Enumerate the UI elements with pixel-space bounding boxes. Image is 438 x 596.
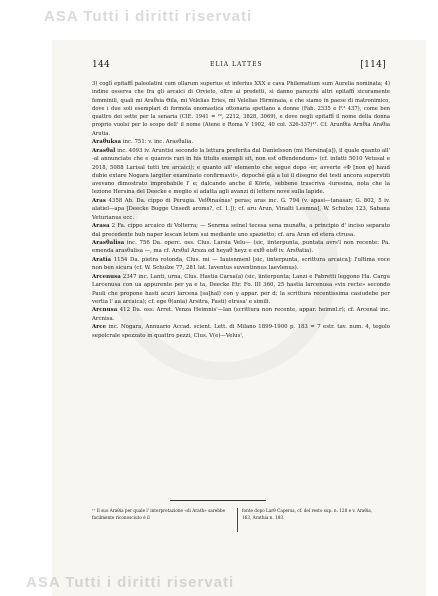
dictionary-entry <box>92 306 390 323</box>
entry-headword: Aratia <box>92 257 112 264</box>
entry-headword: Arcnusa <box>92 307 118 314</box>
dictionary-entry <box>92 138 390 146</box>
page-number: 144 <box>92 60 111 70</box>
footnote-left: ¹⁷ Il suo Araθia per quale l' interpretazione «di Arath» sarebbe facilmente riconosciuto è il <box>92 508 226 520</box>
dictionary-entry <box>92 197 390 222</box>
entry-text: 412 Da. oss. Arret. Venza Heimnis'—lan (scrittura non recente, appar. heimnl.r); cf. Arcenal inc. Arcnisa. <box>92 307 391 322</box>
entry-headword: Arcenusa <box>92 273 121 280</box>
entry-text: 4358 Ab. Da. cippo di Perugia. Velθinaśnas' peras; aras inc. G. 794 (v. apasi—tanasar; G. 802, 5 iv. alatiel—apa [Deecke Bugge Unsedt aroms?, cf. 1.]); cf. aru Arun, Vinalti Lesmna], W. Schulze 123, Sabana Veturianus ecc. <box>92 198 390 221</box>
entry-text: inc. Nogara, Annuario Accad. scient. Lett. di Milano 1899-1900 p. 183 = 7 estr. tav. num. 4, tegolo sepolcrale spezzato in quattro pezzi, Clus. V(e)—Velus', <box>92 324 390 339</box>
dictionary-entry <box>92 256 390 273</box>
dictionary-entry <box>92 147 390 197</box>
entry-text: 2 Fa. cippo arcaico di Volterra; — Senrma seinel tecesa sena munaθa, a principio d' inciso separato dal precedente hub naper lescan letem sui mediante uno spazietto; cf. ara Aran ed etera ctrusa. <box>92 223 390 238</box>
dictionary-entry <box>92 273 390 306</box>
dictionary-entry <box>92 222 390 239</box>
entry-text: inc. 751: v. inc. Arasθalia. <box>122 139 194 146</box>
footnote-rule <box>170 500 266 501</box>
section-number: [114] <box>360 60 386 70</box>
dictionary-entry <box>92 239 390 256</box>
entry-text: 3) coglî epitaffî paleolatini cum ollarum superius et inferius XXX e cava Philematium sum Aurelia nominata; 4) indine osserva che fra gli arcaici di Orvieto, oltre ai predetti, si danno parecchi altri epitaffî sicuramente femminili, quali mi Araθsia Θila, mi Velelias Eries, mi Velelias Hirminaia, e che siamo in paese di matronimico, dove i due soli esemplari di formola onomastica ottonaria spettano a donne (Fab. 2335 e F.³ 437), come ben quattro dei sette per la senaria (CIE. 1941 = ²², 2212, 3828, 3069), e dove negli epitaffî il nome della donna proprio vuolsi per lo scopo dell' il nome (Atene e Roma V 1902, 40 col. 326-337)¹⁷. Cf. Arunθia Arnθia Araθia Arutia. <box>92 81 390 137</box>
document-body <box>92 80 390 340</box>
body-paragraph <box>92 80 390 138</box>
footnote-divider <box>237 508 238 532</box>
entry-text: inc. 756 Da. operc. oss. Clus. Larsia Velu— (sic, iinterpunta, puntata avrs'l non recente: Pa. emenda arasθalisa —, ma cf. Arsθal Arsza ed heyaθ heyz e exlθ eisθ iv. Arsθatia). <box>92 240 390 255</box>
entry-text: inc. 4093 iv. Aruntisi secondo la lettura preferita dal Danielsson (mi Hersina[a]), il quale quanto all' -al annunciate che e quanvis rari in his titulis exempli sit, non est offendendum» (cf. infatti 5010 Vetusal e 2018, 5088 Larisal tutti tre arcaici); e quanto all' elemento che segue dopo -er, avverte «Φ [non φ] haud dubie extare Nogara largiter examinato confirmavit», dopoché già a lui il disegno del testi ancora superstiti avevano dimostrato improbabile l' e; dalcando anche il Körte, sebbene trascriva -luresina, nota che la lezione Hersina del Deecke e meglio si adatta agli avanzi di lettere nove sulla lapide. <box>92 147 390 196</box>
watermark-bottom: ASA Tutti i diritti riservati <box>26 574 235 591</box>
entry-text: 2347 inc. Lanti, urna, Clus. Hastia Carxa(a) (sic, iinterpunta; Lanzi e Fabretti leggono Ha. Cargu Larcenusa con ua appurente per ya e ta, Deecke Etr. Fo. III 360, 25 hastia larcenusa «vix recte» secondo Pauli che propone hasti acuri larcena [sa]hal) con γ appar. per d; la scrittura recentissima casiudebe per vertia l' aa arcaica); cf. ege θ(ania) Arsitra, Fasti) etrusa' e simili. <box>92 273 390 305</box>
entry-headword: Arce <box>92 324 107 331</box>
entry-headword: Arasa <box>92 223 110 230</box>
footnote-right: fonte dopo Larθ Capersa, cf. del resto sup. n. 128 e v. Araθia, 163, Arathia n. 183. <box>242 508 373 520</box>
entry-headword: Aras <box>92 198 106 205</box>
entry-headword: Arasθalisa <box>92 240 125 247</box>
page-header <box>92 60 386 72</box>
watermark-top: ASA Tutti i diritti riservati <box>44 8 253 25</box>
entry-headword: Araθuksa <box>92 139 122 146</box>
entry-headword: Arasθal <box>92 147 116 154</box>
dictionary-entry <box>92 323 390 340</box>
running-title: ELIA LATTES <box>210 61 263 68</box>
entry-text: 1154 Da. pietra rotonda, Clus. mi — Iauisnmenl [sic, iinterpunta, scrittura arcaica]; l'ultima voce non ben sicura (cf. W. Schulze 77, 281 lat. Iaventus suventinnus Iaevlenus). <box>92 257 390 272</box>
